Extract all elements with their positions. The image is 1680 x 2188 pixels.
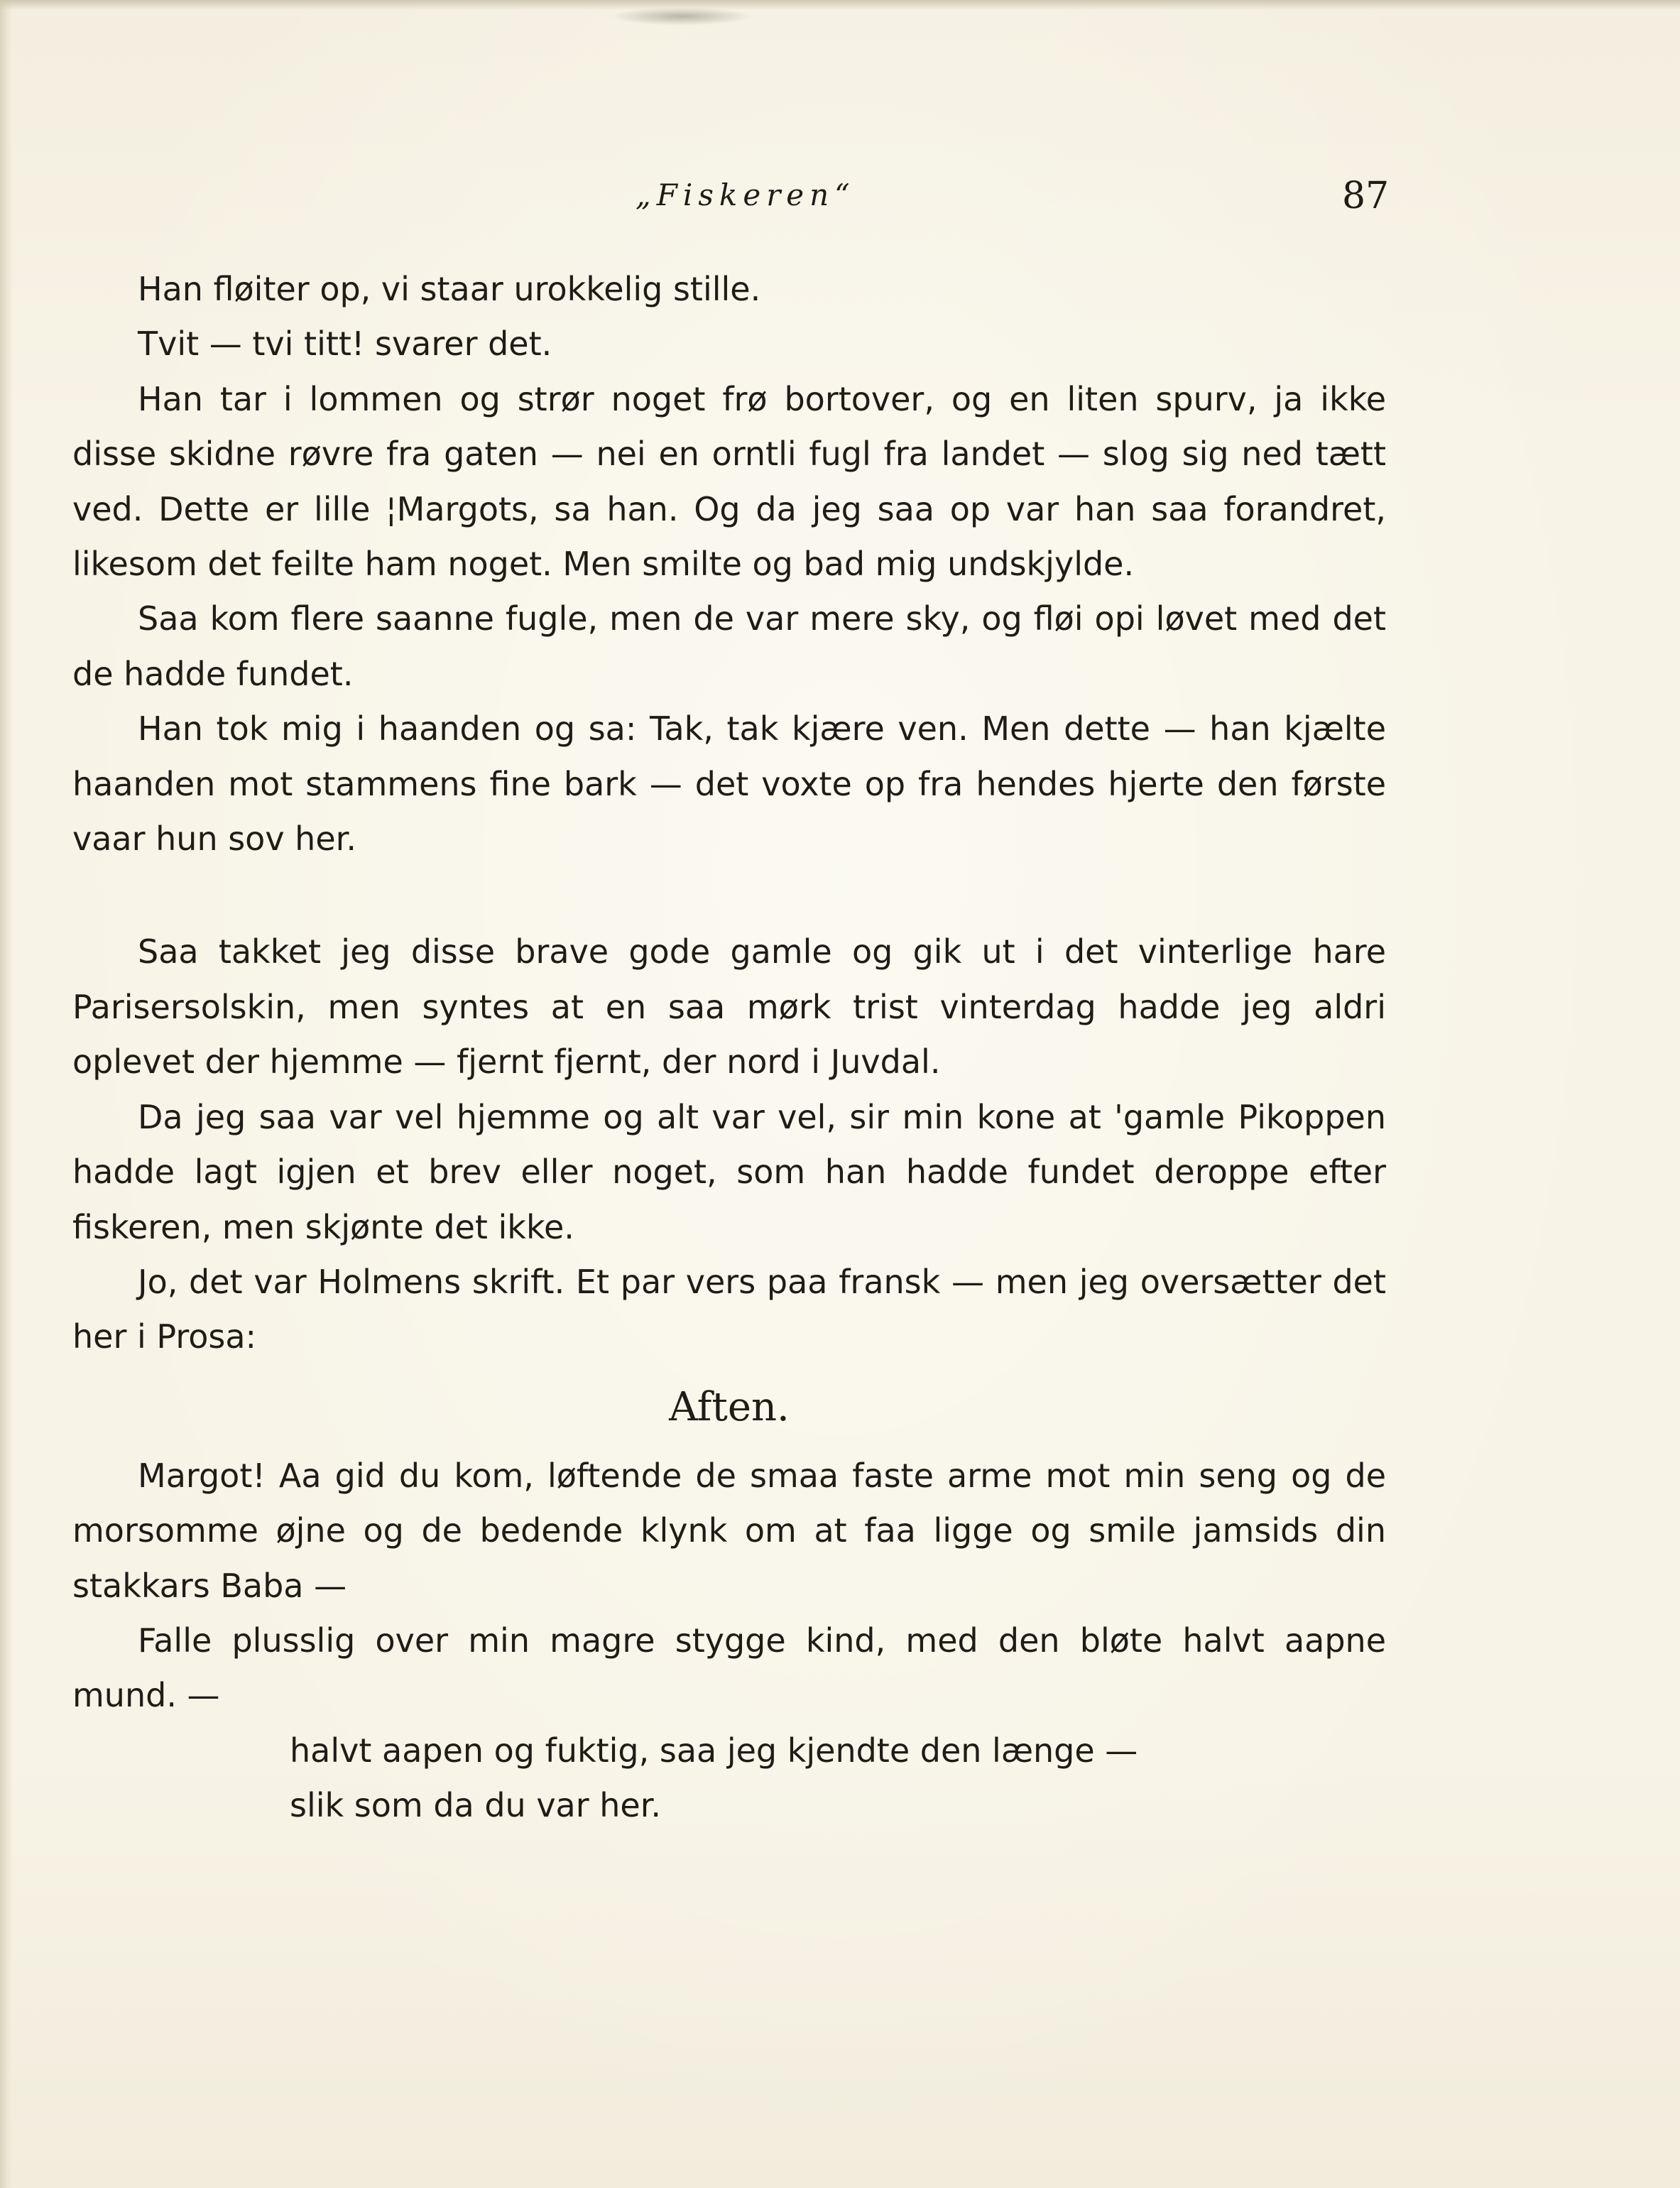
- body-text: [72, 262, 1386, 1834]
- verse-line: halvt aapen og fuktig, saa jeg kjendte den længe —: [290, 1731, 1138, 1770]
- paragraph: Saa kom flere saanne fugle, men de var mere sky, og fløi opi løvet med det de hadde fundet.: [72, 599, 1386, 693]
- verse-line: slik som da du var her.: [290, 1786, 662, 1825]
- paragraph: Margot! Aa gid du kom, løftende de smaa faste arme mot min seng og de morsomme øjne og de bedende klynk om at faa ligge og smile jamsids din stakkars Baba —: [72, 1456, 1386, 1605]
- running-head: [0, 175, 1680, 220]
- paragraph: Han tar i lommen og strør noget frø bortover, og en liten spurv, ja ikke disse skidne røvre fra gaten — nei en orntli fugl fra landet — slog sig ned tætt ved. Dette er lille ¦Margots, sa han. Og da jeg saa op var han saa forandret, likesom det feilte ham noget. Men smilte og bad mig undskjylde.: [72, 379, 1386, 584]
- binding-mark: [611, 7, 753, 26]
- section-title: Aften.: [669, 1383, 790, 1430]
- paragraph: Tvit — tvi titt! svarer det.: [138, 325, 552, 364]
- page-left-edge: [0, 0, 13, 2188]
- section-break: [72, 866, 1386, 925]
- paragraph: Falle plusslig over min magre stygge kind, med den bløte halvt aapne mund. —: [72, 1621, 1386, 1715]
- paragraph: Han tok mig i haanden og sa: Tak, tak kjære ven. Men dette — han kjælte haanden mot stammens fine bark — det voxte op fra hendes hjerte den første vaar hun sov her.: [72, 709, 1386, 859]
- paragraph: Han fløiter op, vi staar urokkelig stille.: [138, 270, 761, 308]
- page-number: 87: [1342, 175, 1390, 217]
- paragraph: Da jeg saa var vel hjemme og alt var vel, sir min kone at 'gamle Pikoppen hadde lagt igjen et brev eller noget, som han hadde fundet deroppe efter fiskeren, men skjønte det ikke.: [72, 1097, 1386, 1246]
- paragraph: Jo, det var Holmens skrift. Et par vers paa fransk — men jeg oversætter det her i Prosa:: [72, 1262, 1386, 1356]
- paragraph: Saa takket jeg disse brave gode gamle og gik ut i det vinterlige hare Parisersolskin, men syntes at en saa mørk trist vinterdag hadde jeg aldri oplevet der hjemme — fjernt fjernt, der nord i Juvdal.: [72, 932, 1386, 1082]
- running-title: „Fiskeren“: [636, 178, 856, 212]
- page-top-edge: [0, 0, 1680, 10]
